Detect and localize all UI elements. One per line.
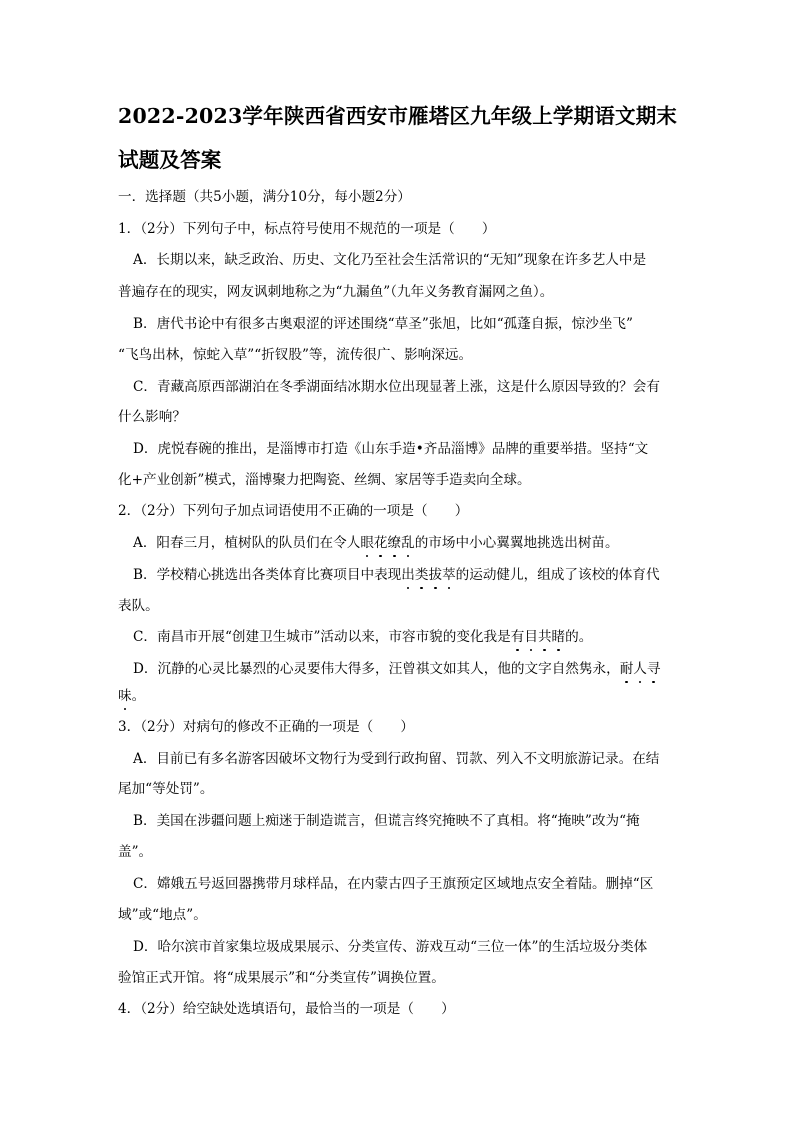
question-2-option-d-cont (118, 687, 690, 705)
question-2-option-a (133, 534, 705, 552)
option-text: 。 (131, 688, 146, 704)
option-text: B．学校精心挑选出各类体育比赛项目中表现 (133, 567, 402, 583)
question-3-option-c-cont: 域”或“地点”。 (118, 907, 207, 923)
question-3-option-a-cont: 尾加“等处罚”。 (118, 781, 214, 797)
emphasis-dot-char: 味 (118, 688, 132, 704)
emphasis-dot-char: 乱 (401, 535, 415, 551)
emphasis-dot-char: 眼 (360, 535, 374, 551)
emphasized-word (620, 661, 661, 677)
question-1-option-a: A．长期以来，缺乏政治、历史、文化乃至社会生活常识的“无知”现象在许多艺人中是 (133, 252, 647, 268)
question-3-stem: 3．（2分）对病句的修改不正确的一项是（ ） (118, 719, 414, 735)
option-text: 的。 (565, 629, 593, 645)
question-1-stem: 1．（2分）下列句子中，标点符号使用不规范的一项是（ ） (118, 221, 496, 237)
emphasis-dot-char: 类 (414, 567, 429, 583)
emphasis-dot-char: 萃 (442, 567, 456, 583)
emphasis-dot-char: 耐 (619, 661, 634, 677)
question-1-option-b: B．唐代书论中有很多古奥艰涩的评述围绕“草圣”张旭，比如“孤蓬自振，惊沙坐飞” (133, 316, 633, 332)
option-text: A．阳春三月，植树队的队员们在令人 (133, 535, 361, 551)
emphasis-dot-char: 出 (401, 567, 415, 583)
option-text: 的运动健儿，组成了该校的体育代 (455, 567, 660, 583)
question-3-option-b: B．美国在涉疆问题上痴迷于制造谎言，但谎言终究掩映不了真相。将“掩映”改为“掩 (133, 813, 640, 829)
question-3-option-d: D．哈尔滨市首家集垃圾成果展示、分类宣传、游戏互动“三位一体”的生活垃圾分类体 (133, 939, 648, 955)
document-title-line-2: 试题及答案 (118, 148, 222, 172)
question-3-option-d-cont: 验馆正式开馆。将“成果展示”和“分类宣传”调换位置。 (118, 970, 445, 986)
emphasis-dot-char: 拔 (428, 567, 443, 583)
question-2-option-b-cont: 表队。 (118, 598, 159, 614)
question-1-option-a-cont: 普遍存在的现实，网友讽刺地称之为“九漏鱼”（九年义务教育漏网之鱼）。 (118, 284, 554, 300)
question-4-stem: 4．（2分）给空缺处选填语句，最恰当的一项是（ ） (118, 1001, 455, 1017)
emphasis-dot-char: 有 (510, 629, 525, 645)
option-text: D．沉静的心灵比暴烈的心灵要伟大得多，汪曾祺文如其人，他的文字自然隽永， (133, 661, 620, 677)
emphasis-dot-char: 花 (373, 535, 388, 551)
section-heading: 一．选择题（共5小题，满分10分，每小题2分） (118, 189, 411, 205)
option-text: C．南昌市开展“创建卫生城市”活动以来，市容市貌的变化我是 (133, 629, 511, 645)
question-3-option-c: C．嫦娥五号返回器携带月球样品，在内蒙古四子王旗预定区域地点安全着陆。删掉“区 (133, 876, 654, 892)
question-2-option-d (133, 660, 705, 678)
emphasis-dot-char: 睹 (551, 629, 566, 645)
question-1-option-c-cont: 什么影响？ (118, 409, 186, 425)
emphasis-dot-char: 缭 (387, 535, 402, 551)
option-text: 的市场中小心翼翼地挑选出树苗。 (414, 535, 619, 551)
question-2-option-b (133, 566, 705, 584)
question-2-option-c (133, 628, 705, 646)
emphasis-dot-char: 目 (524, 629, 538, 645)
emphasized-word (511, 629, 565, 645)
question-1-option-b-cont: “飞鸟出林，惊蛇入草”“折钗股”等，流传很广、影响深远。 (118, 347, 473, 363)
question-1-option-c: C．青藏高原西部湖泊在冬季湖面结冰期水位出现显著上涨，这是什么原因导致的？会有 (133, 379, 660, 395)
emphasized-word (401, 567, 455, 583)
question-3-option-b-cont: 盖”。 (118, 844, 153, 860)
question-1-option-d-cont: 化+产业创新”模式，淄博聚力把陶瓷、丝绸、家居等手造卖向全球。 (118, 472, 531, 488)
emphasis-dot-char: 共 (537, 629, 552, 645)
question-1-option-d: D．虎悦春碗的推出，是淄博市打造《山东手造•齐品淄博》品牌的重要举措。坚持“文 (133, 441, 649, 457)
emphasis-dot-char: 寻 (646, 661, 661, 677)
question-3-option-a: A．目前已有多名游客因破坏文物行为受到行政拘留、罚款、列入不文明旅游记录。在结 (133, 751, 660, 767)
emphasized-word (118, 688, 132, 704)
emphasis-dot-char: 人 (633, 661, 647, 677)
question-2-stem: 2．（2分）下列句子加点词语使用不正确的一项是（ ） (118, 503, 469, 519)
emphasized-word (360, 535, 414, 551)
document-title-line-1: 2022-2023学年陕西省西安市雁塔区九年级上学期语文期末 (118, 104, 678, 128)
